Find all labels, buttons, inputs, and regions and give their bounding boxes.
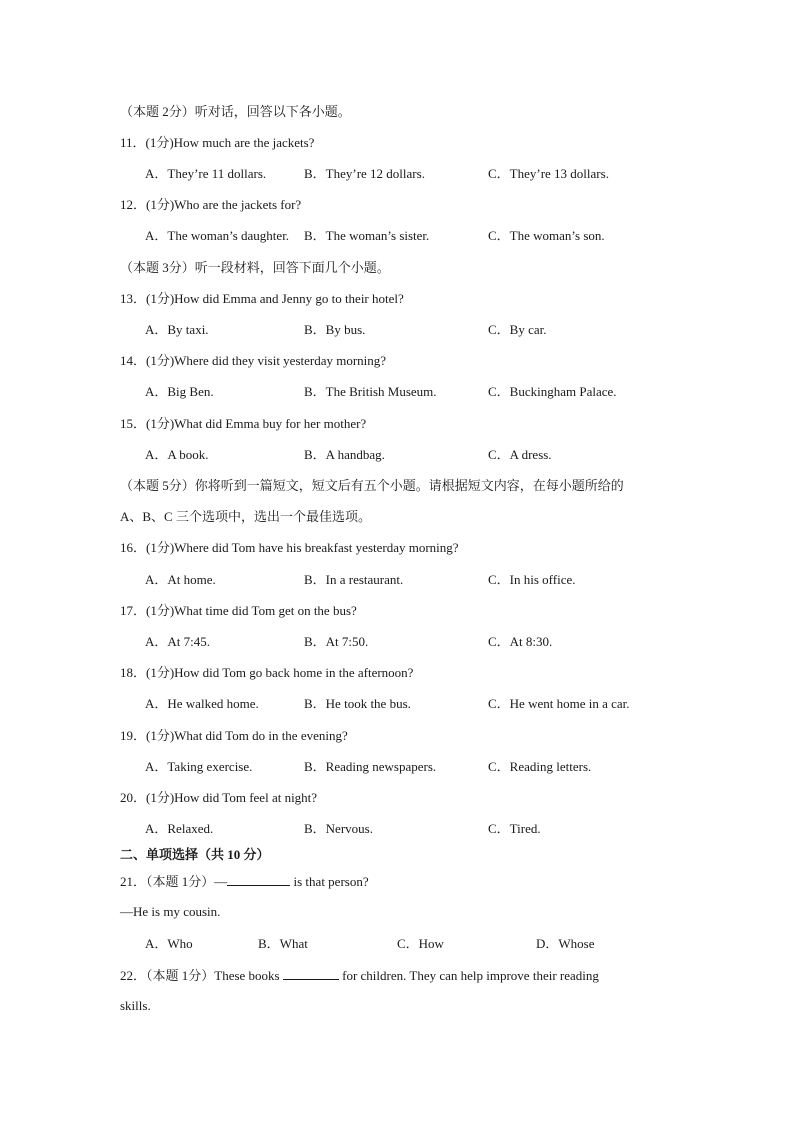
question-18-stem: 18．(1分)How did Tom go back home in the afternoon? (120, 665, 414, 680)
question-14-options (145, 384, 705, 400)
option-a[interactable]: A．By taxi. (145, 322, 209, 337)
option-b[interactable]: B．He took the bus. (304, 696, 411, 711)
question-13-options (145, 322, 705, 338)
question-21-options (145, 936, 705, 952)
question-15-stem: 15．(1分)What did Emma buy for her mother? (120, 416, 367, 431)
question-12-stem: 12．(1分)Who are the jackets for? (120, 197, 302, 212)
option-b[interactable]: B．The woman’s sister. (304, 228, 430, 243)
option-a[interactable]: A．The woman’s daughter. (145, 228, 290, 243)
question-17-options (145, 634, 705, 650)
question-22-stem (120, 967, 599, 984)
option-c[interactable]: C．He went home in a car. (488, 696, 630, 711)
answer-blank[interactable] (227, 873, 290, 886)
option-a[interactable]: A．They’re 11 dollars. (145, 166, 267, 181)
option-b[interactable]: B．They’re 12 dollars. (304, 166, 425, 181)
option-a[interactable]: A．At home. (145, 572, 216, 587)
option-a[interactable]: A．Big Ben. (145, 384, 214, 399)
question-20-stem: 20．(1分)How did Tom feel at night? (120, 790, 318, 805)
section-intro-5pts-line2: A、B、C 三个选项中，选出一个最佳选项。 (120, 509, 371, 524)
section-intro-3pts: （本题 3分）听一段材料，回答下面几个小题。 (120, 260, 390, 275)
option-a[interactable]: A．At 7:45. (145, 634, 211, 649)
section-intro-2pts: （本题 2分）听对话，回答以下各小题。 (120, 104, 351, 119)
option-b[interactable]: B．At 7:50. (304, 634, 369, 649)
option-c[interactable]: C．By car. (488, 322, 547, 337)
option-c[interactable]: C．Buckingham Palace. (488, 384, 617, 399)
option-b[interactable]: B．A handbag. (304, 447, 385, 462)
option-b[interactable]: B．The British Museum. (304, 384, 437, 399)
option-c[interactable]: C．The woman’s son. (488, 228, 605, 243)
question-20-options (145, 821, 705, 837)
option-a[interactable]: A．Relaxed. (145, 821, 214, 836)
part-2-heading: 二、单项选择（共 10 分） (120, 847, 270, 862)
question-21-suffix: is that person? (290, 874, 369, 889)
question-21-answer-line: —He is my cousin. (120, 904, 221, 919)
option-a[interactable]: A．A book. (145, 447, 209, 462)
question-11-stem: 11．(1分)How much are the jackets? (120, 135, 315, 150)
option-b[interactable]: B．What (258, 936, 308, 951)
option-c[interactable]: C．Tired. (488, 821, 541, 836)
question-14-stem: 14．(1分)Where did they visit yesterday morning? (120, 353, 387, 368)
section-intro-5pts-line1: （本题 5分）你将听到一篇短文，短文后有五个小题。请根据短文内容，在每小题所给的 (120, 478, 624, 493)
question-16-stem: 16．(1分)Where did Tom have his breakfast yesterday morning? (120, 540, 459, 555)
option-d[interactable]: D．Whose (536, 936, 595, 951)
option-c[interactable]: C．They’re 13 dollars. (488, 166, 609, 181)
option-c[interactable]: C．How (397, 936, 444, 951)
question-17-stem: 17．(1分)What time did Tom get on the bus? (120, 603, 357, 618)
question-21-stem (120, 873, 369, 890)
question-12-options (145, 228, 705, 244)
option-b[interactable]: B．Nervous. (304, 821, 373, 836)
option-c[interactable]: C．Reading letters. (488, 759, 592, 774)
option-b[interactable]: B．By bus. (304, 322, 366, 337)
question-22-prefix: 22．（本题 1分）These books (120, 968, 283, 983)
question-11-options (145, 166, 705, 182)
question-22-suffix: for children. They can help improve their reading (338, 968, 599, 983)
option-b[interactable]: B．In a restaurant. (304, 572, 404, 587)
question-22-continuation: skills. (120, 998, 151, 1013)
option-a[interactable]: A．He walked home. (145, 696, 259, 711)
option-c[interactable]: C．At 8:30. (488, 634, 553, 649)
question-19-options (145, 759, 705, 775)
option-c[interactable]: C．In his office. (488, 572, 576, 587)
question-16-options (145, 572, 705, 588)
option-c[interactable]: C．A dress. (488, 447, 552, 462)
question-19-stem: 19．(1分)What did Tom do in the evening? (120, 728, 348, 743)
question-18-options (145, 696, 705, 712)
option-a[interactable]: A．Who (145, 936, 193, 951)
option-a[interactable]: A．Taking exercise. (145, 759, 253, 774)
question-21-prefix: 21．（本题 1分）— (120, 874, 228, 889)
option-b[interactable]: B．Reading newspapers. (304, 759, 437, 774)
answer-blank[interactable] (283, 967, 339, 980)
question-13-stem: 13．(1分)How did Emma and Jenny go to their hotel? (120, 291, 404, 306)
question-15-options (145, 447, 705, 463)
